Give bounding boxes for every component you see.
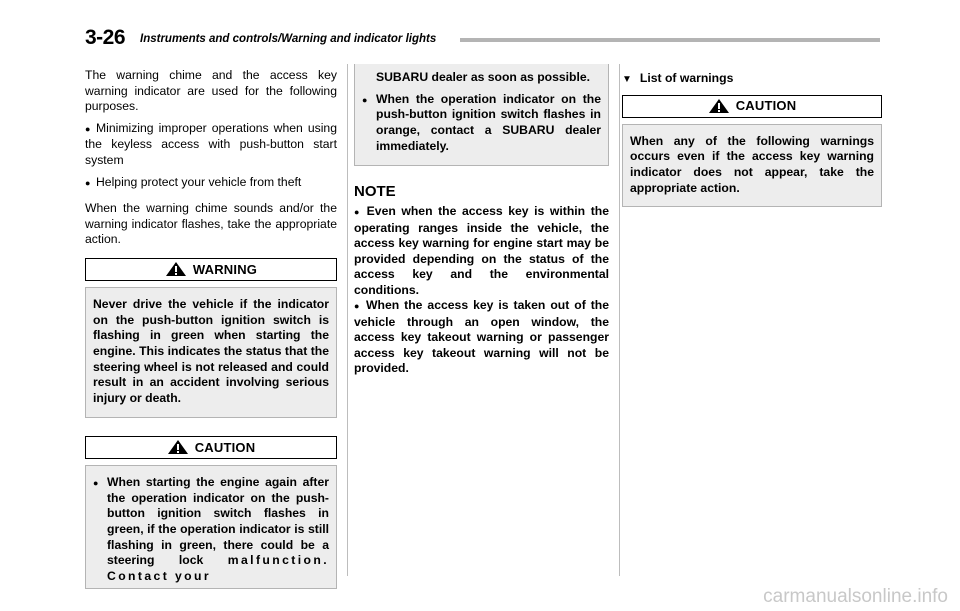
caution-label: CAUTION bbox=[194, 439, 256, 455]
bullet-icon: ● bbox=[85, 177, 91, 188]
bullet-item bbox=[85, 121, 337, 169]
caution-item-text: When starting the engine again after the operation indicator on the push-button ignition switch flashes in green, if the operation indicator is still flashing in green, there could be a steering lock bbox=[107, 474, 329, 568]
column-divider bbox=[347, 64, 348, 576]
caution-box bbox=[85, 465, 337, 589]
caution-item-text: When the operation indicator on the push-button ignition switch flashes in orange, contact a SUBARU dealer immediately. bbox=[376, 91, 601, 153]
note-section bbox=[354, 184, 609, 377]
bullet-icon: ● bbox=[93, 477, 99, 488]
note-item bbox=[354, 298, 609, 377]
column-divider bbox=[619, 64, 620, 576]
page-number: 3-26 bbox=[85, 26, 126, 49]
bullet-text: Helping protect your vehicle from theft bbox=[96, 174, 302, 189]
bullet-text: Minimizing improper operations when using the keyless access with push-button start system bbox=[85, 120, 337, 167]
header-rule bbox=[460, 38, 880, 42]
bullet-icon: ● bbox=[354, 207, 362, 218]
caution-text: When any of the following warnings occurs even if the access key warning indicator does not appear, take the appropriate action. bbox=[630, 133, 874, 195]
caution-box-continued bbox=[354, 64, 609, 166]
section-title: Instruments and controls/Warning and indicator lights bbox=[140, 33, 437, 45]
caution-triangle-icon bbox=[167, 439, 189, 455]
note-text: When the access key is taken out of the vehicle through an open window, the access key takeout warning or passenger access key takeout warning will not be provided. bbox=[354, 298, 610, 376]
caution-item bbox=[93, 475, 329, 585]
action-paragraph: When the warning chime sounds and/or the warning indicator flashes, take the appropriate action. bbox=[85, 201, 337, 247]
column-2 bbox=[354, 64, 609, 377]
bullet-icon: ● bbox=[85, 123, 91, 134]
bullet-item bbox=[85, 175, 337, 192]
note-heading: NOTE bbox=[354, 182, 396, 200]
warning-label: WARNING bbox=[192, 261, 258, 277]
caution-item bbox=[362, 92, 601, 155]
intro-paragraph: The warning chime and the access key warning indicator are used for the following purposes. bbox=[85, 68, 337, 114]
caution-triangle-icon bbox=[708, 98, 730, 114]
list-heading-text: List of warnings bbox=[639, 71, 734, 85]
caution-box bbox=[622, 124, 882, 208]
caution-banner bbox=[85, 436, 337, 459]
caution-label: CAUTION bbox=[735, 98, 797, 114]
watermark: carmanualsonline.info bbox=[763, 586, 948, 607]
caution-item-text: SUBARU dealer as soon as possible. bbox=[376, 70, 591, 84]
warning-box bbox=[85, 287, 337, 418]
column-3 bbox=[622, 71, 882, 207]
caution-item-text-tracked: malfunction. Contact your bbox=[107, 553, 330, 584]
bullet-icon: ● bbox=[362, 94, 368, 105]
note-text: Even when the access key is within the operating ranges inside the vehicle, the access key warning for engine start may be provided depending on the status of the access key and the environmental conditions. bbox=[354, 204, 610, 297]
warning-text: Never drive the vehicle if the indicator on the push-button ignition switch is flashing in green when starting the engine. This indicates the status that the steering wheel is not released and could result in an accident involving serious injury or death. bbox=[93, 296, 329, 406]
bullet-icon: ● bbox=[354, 301, 362, 312]
list-heading bbox=[622, 71, 882, 88]
warning-triangle-icon bbox=[165, 261, 187, 277]
note-item bbox=[354, 204, 609, 298]
caution-banner bbox=[622, 95, 882, 118]
section-arrow-icon: ▼ bbox=[622, 74, 632, 85]
column-1 bbox=[85, 68, 337, 589]
warning-banner bbox=[85, 258, 337, 281]
page-header bbox=[85, 26, 880, 56]
